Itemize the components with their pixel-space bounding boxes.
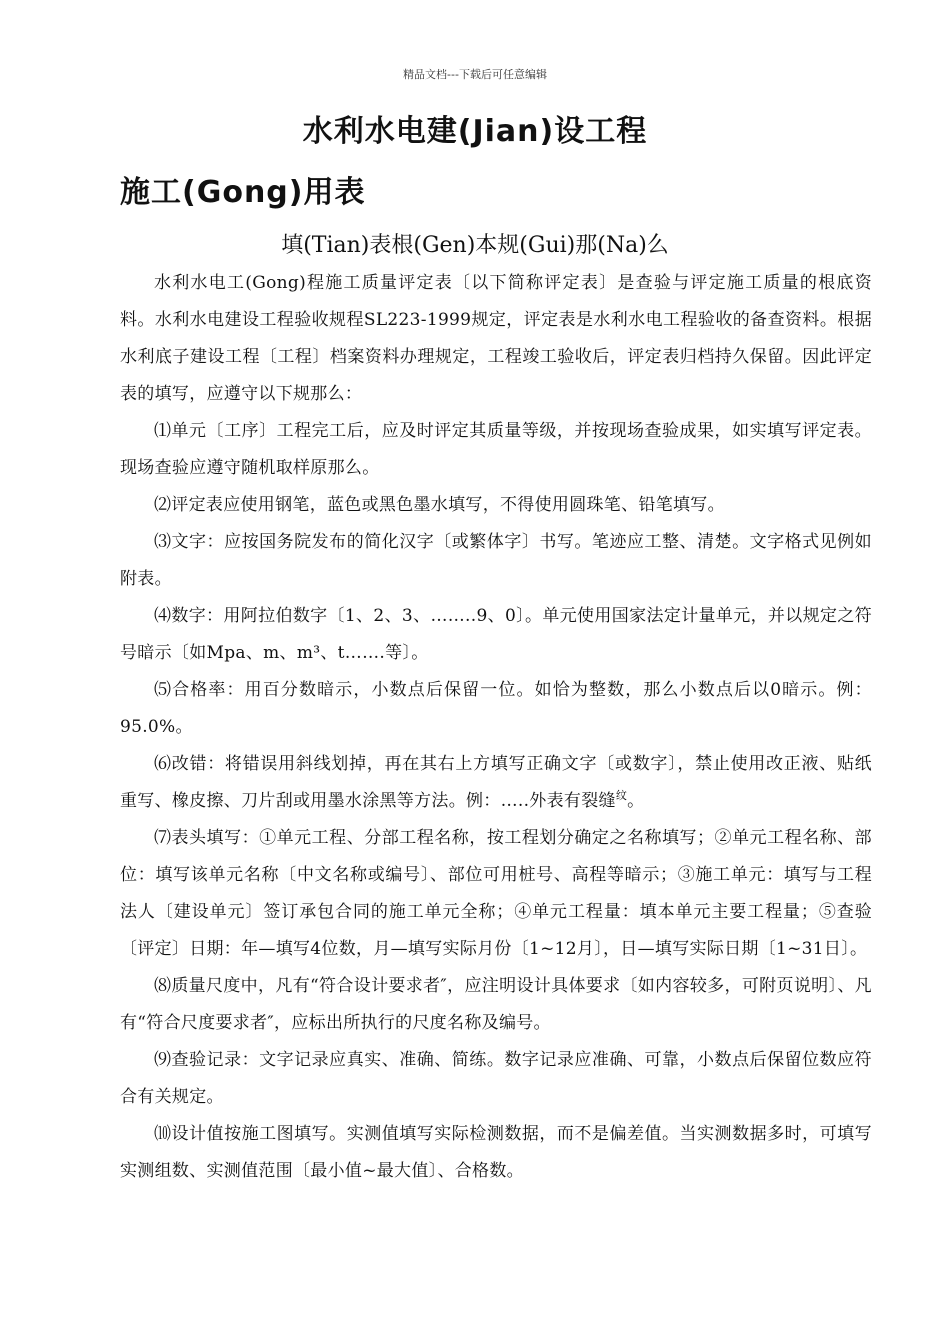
paragraph-rule-9: ⑼查验记录：文字记录应真实、准确、简练。数字记录应准确、可靠，小数点后保留位数应符合有关规定。	[120, 1050, 872, 1107]
paragraph-rule-5: ⑸合格率：用百分数暗示，小数点后保留一位。如恰为整数，那么小数点后以0暗示。例：95.0%。	[120, 680, 872, 737]
section-heading: 填(Tian)表根(Gen)本规(Gui)那(Na)么	[281, 233, 669, 258]
paragraph-rule-6-text: ⑹改错：将错误用斜线划掉，再在其右上方填写正确文字〔或数字〕，禁止使用改正液、贴纸重写、橡皮擦、刀片刮或用墨水涂黑等方法。例：…..外表有裂缝	[120, 754, 872, 811]
paragraph-rule-1: ⑴单元〔工序〕工程完工后，应及时评定其质量等级，并按现场查验成果，如实填写评定表。现场查验应遵守随机取样原那么。	[120, 421, 872, 478]
paragraph-rule-6-tail: 。	[627, 791, 645, 811]
document-title: 水利水电建(Jian)设工程	[302, 114, 648, 149]
header-note: 精品文档---下载后可任意编辑	[403, 68, 547, 81]
paragraph-rule-2: ⑵评定表应使用钢笔，蓝色或黑色墨水填写，不得使用圆珠笔、铅笔填写。	[154, 495, 725, 515]
document-subtitle-heading: 施工(Gong)用表	[120, 175, 366, 210]
paragraph-rule-3: ⑶文字：应按国务院发布的简化汉字〔或繁体字〕书写。笔迹应工整、清楚。文字格式见例如附表。	[120, 532, 872, 589]
paragraph-rule-8: ⑻质量尺度中，凡有“符合设计要求者″，应注明设计具体要求〔如内容较多，可附页说明〕、凡有“符合尺度要求者″，应标出所执行的尺度名称及编号。	[120, 976, 872, 1033]
paragraph-rule-7: ⑺表头填写：①单元工程、分部工程名称，按工程划分确定之名称填写；②单元工程名称、部位：填写该单元名称〔中文名称或编号〕、部位可用桩号、高程等暗示；③施工单元：填写与工程法人〔建设单元〕签订承包合同的施工单元全称；④单元工程量：填本单元主要工程量；⑤查验〔评定〕日期：年—填写4位数，月—填写实际月份〔1~12月〕，日—填写实际日期〔1~31日〕。	[120, 828, 872, 959]
correction-mark: 纹	[615, 789, 628, 802]
paragraph-rule-6	[120, 746, 872, 820]
paragraph-intro: 水利水电工(Gong)程施工质量评定表〔以下简称评定表〕是查验与评定施工质量的根底资料。水利水电建设工程验收规程SL223-1999规定，评定表是水利水电工程验收的备查资料。根据 水利底子建设工程〔工程〕档案资料办理规定，工程竣工验收后，评定表归档持久保留。因此评定表的填写，应遵守以下规那么：	[120, 273, 872, 404]
paragraph-rule-10: ⑽设计值按施工图填写。实测值填写实际检测数据，而不是偏差值。当实测数据多时，可填写实测组数、实测值范围〔最小值~最大值〕、合格数。	[120, 1124, 872, 1181]
body-text	[120, 265, 872, 1190]
paragraph-rule-4: ⑷数字：用阿拉伯数字〔1、2、3、……..9、0〕。单元使用国家法定计量单元，并以规定之符号暗示〔如Mpa、m、m³、t…….等〕。	[120, 606, 872, 663]
